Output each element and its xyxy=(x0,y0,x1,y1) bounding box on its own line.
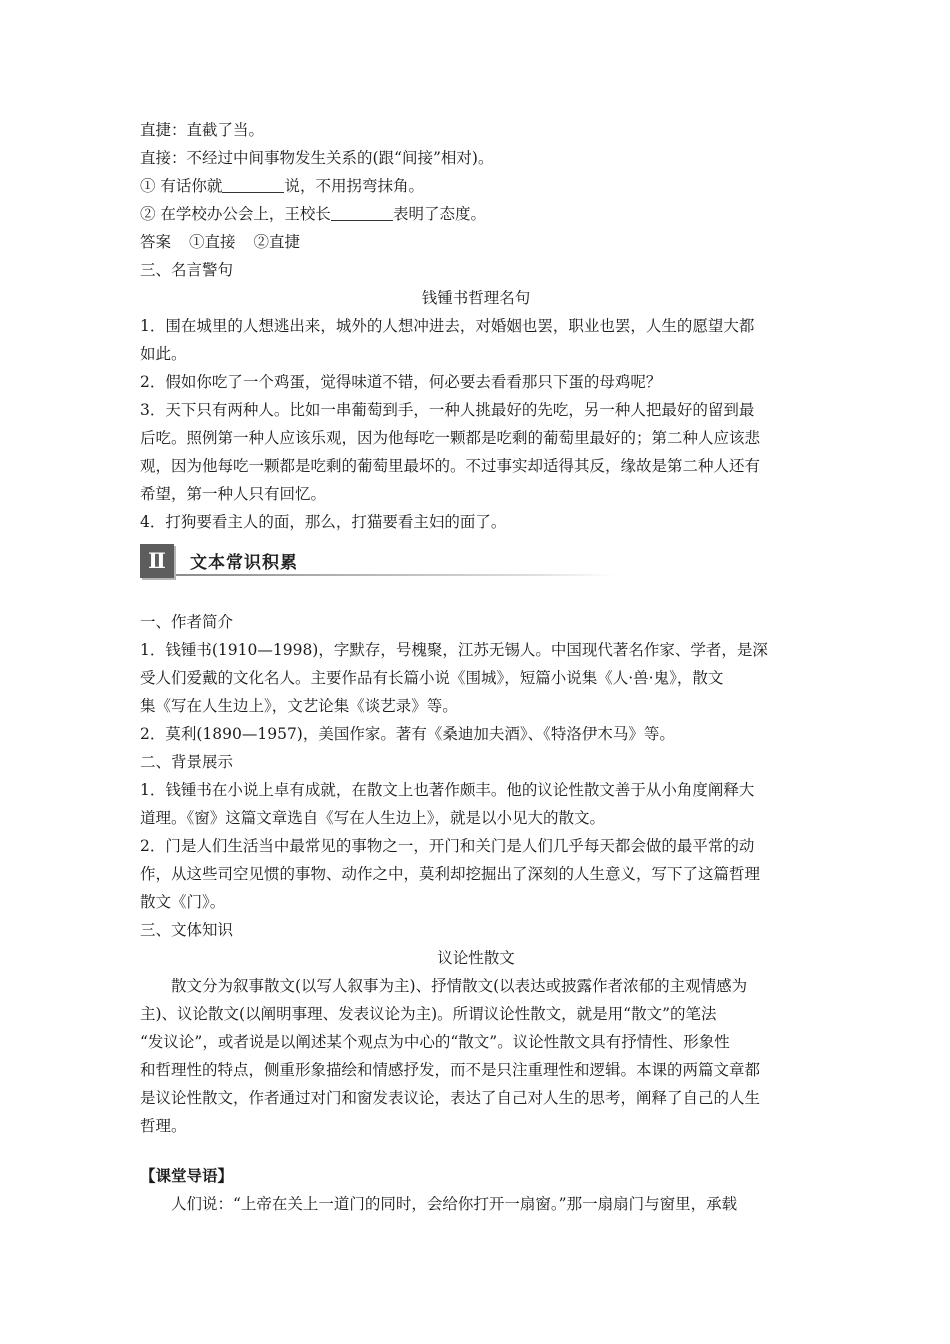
background-line: 散文《门》。 xyxy=(140,893,226,911)
banner-underline xyxy=(176,574,616,576)
background-line: 2．门是人们生活当中最常见的事物之一，开门和关门是人们几乎每天都会做的最平常的动 xyxy=(140,837,755,855)
background-heading: 二、背景展示 xyxy=(140,753,234,771)
fill-blank-1 xyxy=(222,176,284,193)
genre-title: 议论性散文 xyxy=(437,949,515,967)
document-page xyxy=(140,116,812,1218)
author-heading: 一、作者简介 xyxy=(140,613,234,631)
quotes-title: 钱锺书哲理名句 xyxy=(421,289,531,307)
background-line: 道理。《窗》这篇文章选自《写在人生边上》，就是以小见大的散文。 xyxy=(140,809,606,827)
exercise-2 xyxy=(140,200,812,228)
section-title: 文本常识积累 xyxy=(190,553,298,573)
exercise-1-text-a: ① 有话你就 xyxy=(140,177,223,195)
background-line: 1．钱锺书在小说上卓有成就，在散文上也著作颇丰。他的议论性散文善于从小角度阐释大 xyxy=(140,781,755,799)
class-intro-label: 【课堂导语】 xyxy=(140,1166,234,1185)
genre-heading: 三、文体知识 xyxy=(140,921,234,939)
genre-line: 和哲理性的特点，侧重形象描绘和情感抒发，而不是只注重理性和逻辑。本课的两篇文章都 xyxy=(140,1061,761,1079)
answer-label: 答案 xyxy=(140,233,172,251)
answer-line xyxy=(140,228,812,256)
author-line: 集《写在人生边上》，文艺论集《谈艺录》等。 xyxy=(140,697,458,715)
quote-line: 观，因为他每吃一颗都是吃剩的葡萄里最坏的。不过事实却适得其反，缘故是第二种人还有 xyxy=(140,457,761,475)
quote-line: 4．打狗要看主人的面，那么，打猫要看主妇的面了。 xyxy=(140,513,507,531)
definition-zhijie-direct: 直接：不经过中间事物发生关系的(跟“间接”相对)。 xyxy=(140,149,494,167)
quote-line: 2．假如你吃了一个鸡蛋，觉得味道不错，何必要去看看那只下蛋的母鸡呢？ xyxy=(140,373,662,391)
background-line: 作，从这些司空见惯的事物、动作之中，莫利却挖掘出了深刻的人生意义，写下了这篇哲理 xyxy=(140,865,761,883)
section-banner xyxy=(140,544,812,578)
genre-line: 散文分为叙事散文(以写人叙事为主)、抒情散文(以表达或披露作者浓郁的主观情感为 xyxy=(171,977,748,995)
answer-2: ②直捷 xyxy=(253,233,301,251)
genre-line: 是议论性散文，作者通过对门和窗发表议论，表达了自己对人生的思考，阐释了自己的人生 xyxy=(140,1089,761,1107)
quote-line: 后吃。照例第一种人应该乐观，因为他每吃一颗都是吃剩的葡萄里最好的；第二种人应该悲 xyxy=(140,429,761,447)
quote-line: 希望，第一种人只有回忆。 xyxy=(140,485,327,503)
genre-line: 哲理。 xyxy=(140,1117,187,1135)
exercise-2-text-b: 表明了态度。 xyxy=(392,205,486,223)
quote-line: 如此。 xyxy=(140,345,187,363)
author-line: 受人们爱戴的文化名人。主要作品有长篇小说《围城》，短篇小说集《人·兽·鬼》，散文 xyxy=(140,669,724,687)
genre-line: “发议论”，或者说是以阐述某个观点为中心的“散文”。议论性散文具有抒情性、形象性 xyxy=(140,1033,730,1051)
definition-zhijie: 直捷：直截了当。 xyxy=(140,121,265,139)
quote-line: 3．天下只有两种人。比如一串葡萄到手，一种人挑最好的先吃，另一种人把最好的留到最 xyxy=(140,401,755,419)
quotes-heading: 三、名言警句 xyxy=(140,261,234,279)
section-number-badge: Ⅱ xyxy=(140,544,174,578)
exercise-1 xyxy=(140,172,812,200)
exercise-1-text-b: 说，不用拐弯抹角。 xyxy=(284,177,424,195)
author-line: 1．钱锺书(1910—1998)，字默存，号槐聚，江苏无锡人。中国现代著名作家、学者，是深 xyxy=(140,641,768,659)
author-line: 2．莫利(1890—1957)，美国作家。著有《桑迪加夫酒》、《特洛伊木马》等。 xyxy=(140,725,675,743)
genre-line: 主)、议论散文(以阐明事理、发表议论为主)。所谓议论性散文，就是用“散文”的笔法 xyxy=(140,1005,717,1023)
answer-1: ①直接 xyxy=(189,233,236,251)
class-intro-text: 人们说：“上帝在关上一道门的同时，会给你打开一扇窗。”那一扇扇门与窗里，承载 xyxy=(171,1195,738,1213)
quote-line: 1．围在城里的人想逃出来，城外的人想冲进去，对婚姻也罢，职业也罢，人生的愿望大都 xyxy=(140,317,755,335)
exercise-2-text-a: ② 在学校办公会上，王校长 xyxy=(140,205,331,223)
fill-blank-2 xyxy=(331,204,393,221)
